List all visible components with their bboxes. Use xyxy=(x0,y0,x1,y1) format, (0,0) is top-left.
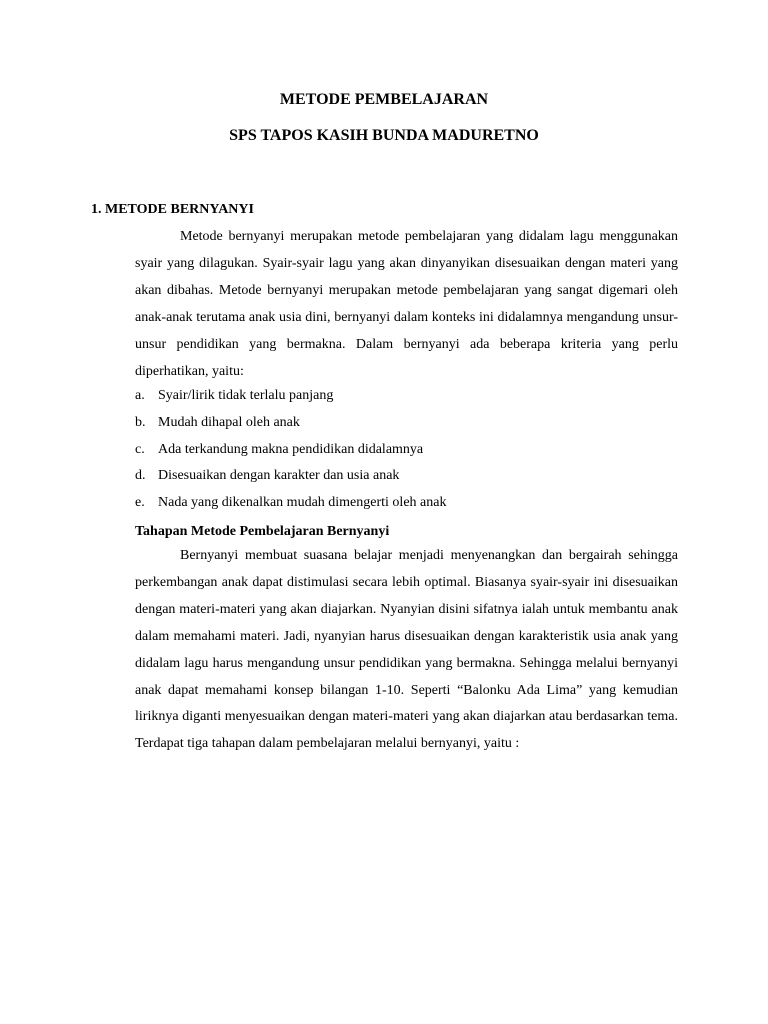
list-item xyxy=(135,490,446,517)
list-item xyxy=(135,463,446,490)
list-item xyxy=(135,383,446,410)
list-marker: d. xyxy=(135,468,146,484)
list-marker: a. xyxy=(135,388,145,403)
criteria-list xyxy=(135,383,446,517)
list-item-text: Nada yang dikenalkan mudah dimengerti oleh anak xyxy=(158,495,447,511)
document-subtitle: SPS TAPOS KASIH BUNDA MADURETNO xyxy=(229,127,539,144)
intro-paragraph: Metode bernyanyi merupakan metode pembelajaran yang didalam lagu menggunakan syair yang dilagukan. Syair-syair lagu yang akan dinyanyikan disesuaikan dengan materi yang akan dibahas. Metode bernyanyi merupakan metode pembelajaran yang sangat digemari oleh anak-anak terutama anak usia dini, bernyanyi dalam konteks ini didalamnya mengandung unsur-unsur pendidikan yang bermakna. Dalam bernyanyi ada beberapa kriteria yang perlu diperhatikan, yaitu: xyxy=(135,229,678,379)
subsection-heading: Tahapan Metode Pembelajaran Bernyanyi xyxy=(135,524,390,539)
list-marker: c. xyxy=(135,441,145,457)
document-title: METODE PEMBELAJARAN xyxy=(279,91,489,108)
list-item-text: Disesuaikan dengan karakter dan usia anak xyxy=(158,468,400,484)
list-marker: b. xyxy=(135,414,146,430)
list-item xyxy=(135,437,446,464)
list-item-text: Syair/lirik tidak terlalu panjang xyxy=(158,388,334,403)
list-item-text: Mudah dihapal oleh anak xyxy=(158,414,300,430)
section-heading: 1. METODE BERNYANYI xyxy=(91,202,254,217)
list-marker: e. xyxy=(135,495,145,511)
stages-paragraph: Bernyanyi membuat suasana belajar menjadi menyenangkan dan bergairah sehingga perkembangan anak dapat distimulasi secara lebih optimal. Biasanya syair-syair ini disesuaikan dengan materi-materi yang akan diajarkan. Nyanyian disini sifatnya ialah untuk membantu anak dalam memahami materi. Jadi, nyanyian harus disesuaikan dengan karakteristik usia anak yang didalam lagu harus mengandung unsur pendidikan yang bermakna. Sehingga melalui bernyanyi anak dapat memahami konsep bilangan 1-10. Seperti “Balonku Ada Lima” yang kemudian liriknya diganti menyesuaikan dengan materi-materi yang akan diajarkan atau berdasarkan tema. Terdapat tiga tahapan dalam pembelajaran melalui bernyanyi, yaitu : xyxy=(135,548,678,752)
list-item-text: Ada terkandung makna pendidikan didalamnya xyxy=(158,441,424,457)
list-item xyxy=(135,410,446,437)
